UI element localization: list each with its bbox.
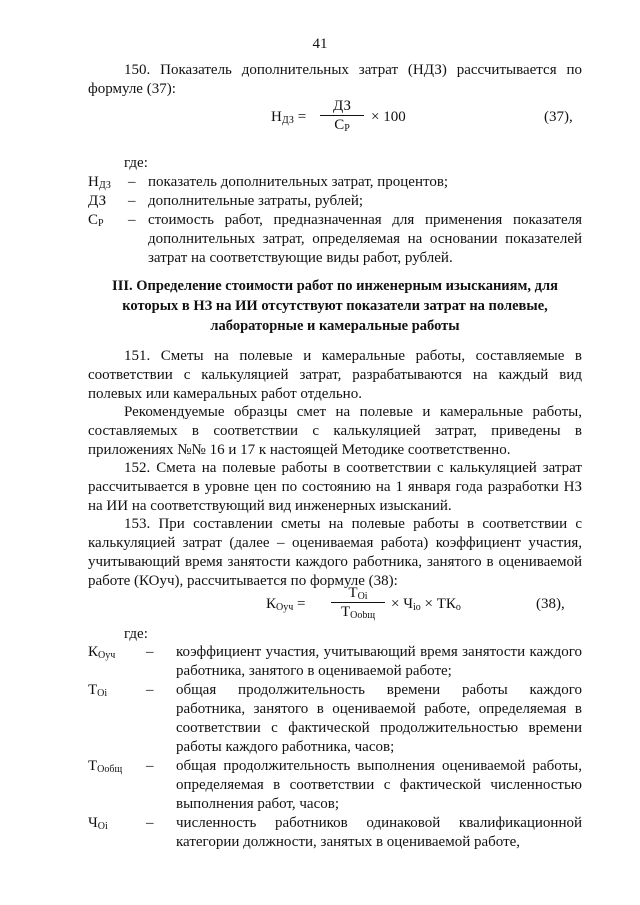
paragraph-152: 152. Смета на полевые работы в соответствии с калькуляцией затрат рассчитывается в уровне цен по состоянию на 1 января года разработки НЗ на ИИ на соответствующий вид инженерных изысканий.	[88, 460, 582, 514]
paragraph-151: 151. Сметы на полевые и камеральные работы, составляемые в соответствии с калькуляцией затрат, разрабатываются на каждый вид полевых или камеральных работ отдельно.	[88, 348, 582, 402]
formula-38-fraction	[331, 584, 385, 621]
formula-38	[88, 582, 582, 626]
section-heading: III. Определение стоимости работ по инженерным изысканиям, для которых в НЗ на ИИ отсутствуют показатели затрат на полевые, лабораторные и камеральные работы	[112, 278, 558, 334]
definition-dz: ДЗ – дополнительные затраты, рублей;	[88, 192, 582, 211]
definition-text: общая продолжительность выполнения оцениваемой работы, определяемая в соответствии с фактической численностью выполнения работ, часов;	[176, 758, 582, 812]
definition-choi: $Ч_{Оi}$ – численность работников одинаковой квалификационной категории должности, занятых в оцениваемой работе,	[88, 815, 582, 850]
formula-37-denominator: $С_Р$	[334, 117, 350, 134]
formula-37-number: (37),	[544, 109, 573, 125]
definition-cr: $С_Р$ – стоимость работ, предназначенная для применения показателя дополнительных затрат, определяемая на основании показателей затрат на соответствующие виды работ, рублей.	[88, 212, 582, 266]
formula-37-multiplier: × 100	[371, 109, 406, 125]
definition-symbol: $Т_{Ообщ}$	[88, 758, 123, 775]
definition-toobsch: $Т_{Ообщ}$ – общая продолжительность выполнения оцениваемой работы, определяемая в соответствии с фактической численностью выполнения работ, часов;	[88, 758, 582, 812]
definition-toi: $Т_{Оi}$ – общая продолжительность времени работы каждого работника, занятого в оцениваемой работе, определяемая в соответствии с фактической продолжительностью времени работы каждого работника, часов;	[88, 682, 582, 755]
formula-38-denominator: $Т_{Оobщ}$	[340, 604, 376, 621]
paragraph-150: 150. Показатель дополнительных затрат (НДЗ) рассчитывается по формуле (37):	[88, 62, 582, 97]
definition-symbol: $С_Р$	[88, 212, 104, 229]
formula-38-numerator: $Т_{Оi}$	[331, 584, 385, 603]
definition-ndz: $Н_{ДЗ}$ – показатель дополнительных затрат, процентов;	[88, 173, 582, 192]
definition-symbol: $Н_{ДЗ}$	[88, 174, 111, 191]
formula-37-fraction	[320, 97, 364, 134]
formula-37	[88, 96, 582, 140]
definition-symbol: ДЗ	[88, 193, 107, 209]
definition-symbol: $К_{Оуч}$	[88, 644, 116, 661]
definition-text: дополнительные затраты, рублей;	[148, 193, 364, 209]
formula-37-numerator: ДЗ	[320, 97, 364, 116]
formula-38-lhs: $К_{Оуч}$ =	[266, 596, 306, 613]
where-label-1: где:	[124, 155, 148, 171]
definition-text: общая продолжительность времени работы каждого работника, занятого в оцениваемой работе, определяемая в соответствии с фактической продолжительностью времени работы каждого работника, часов;	[176, 682, 582, 755]
definition-text: стоимость работ, предназначенная для применения показателя дополнительных затрат, определяемая на основании показателей затрат на соответствующие виды работ, рублей.	[148, 212, 582, 266]
definition-symbol: $Т_{Оi}$	[88, 682, 108, 699]
definition-text: численность работников одинаковой квалификационной категории должности, занятых в оцениваемой работе,	[176, 815, 582, 850]
formula-37-lhs: $Н_{ДЗ}$ =	[271, 109, 307, 126]
definition-symbol: $Ч_{Оi}$	[88, 815, 108, 832]
where-label-2: где:	[124, 626, 148, 642]
formula-38-multipliers: × $Ч_{iо} \times ТК_о$	[391, 596, 461, 613]
definition-text: показатель дополнительных затрат, процентов;	[148, 174, 449, 190]
paragraph-151-samples: Рекомендуемые образцы смет на полевые и камеральные работы, составляемых в соответствии с калькуляцией затрат, приведены в приложениях №№ 16 и 17 к настоящей Методике соответственно.	[88, 404, 582, 458]
definition-kouch: $К_{Оуч}$ – коэффициент участия, учитывающий время занятости каждого работника, занятого в оцениваемой работе;	[88, 644, 582, 679]
paragraph-153: 153. При составлении сметы на полевые работы в соответствии с калькуляцией затрат (далее – оцениваемая работа) коэффициент участия, учитывающий время занятости каждого работника, занятого в оцениваемой работе (КОуч), рассчитывается по формуле (38):	[88, 516, 582, 589]
definition-text: коэффициент участия, учитывающий время занятости каждого работника, занятого в оцениваемой работе;	[176, 644, 582, 679]
page-number: 41	[312, 36, 328, 52]
formula-38-number: (38),	[536, 596, 565, 612]
